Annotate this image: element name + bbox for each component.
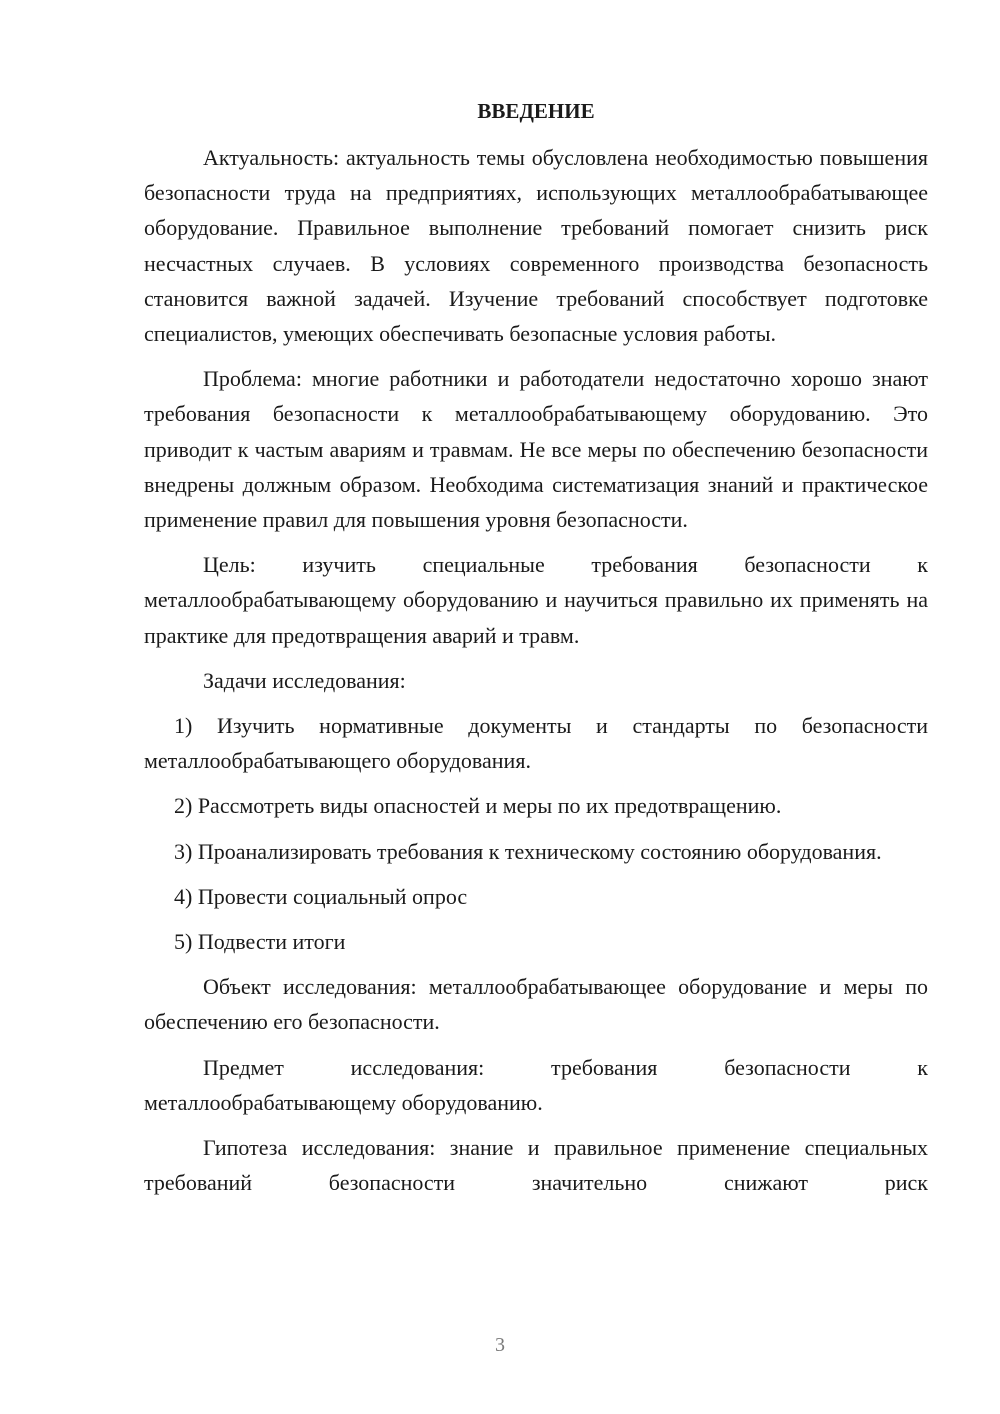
task-item-5: 5) Подвести итоги [174, 929, 346, 955]
paragraph-goal: Цель: изучить специальные требования безопасности к металлообрабатывающему оборудованию и научиться правильно их применять на практике для предотвращения аварий и травм. [144, 552, 928, 648]
page-title: ВВЕДЕНИЕ [477, 99, 595, 123]
paragraph-relevance: Актуальность: актуальность темы обусловлена необходимостью повышения безопасности труда на предприятиях, использующих металлообрабатывающее оборудование. Правильное выполнение требований помогает снизить риск несчастных случаев. В условиях современного производства безопасность становится важной задачей. Изучение требований способствует подготовке специалистов, умеющих обеспечивать безопасные условия работы. [144, 145, 928, 347]
task-item-3: 3) Проанализировать требования к техническому состоянию оборудования. [174, 838, 882, 864]
tasks-heading: Задачи исследования: [203, 667, 406, 693]
paragraph-object: Объект исследования: металлообрабатывающее оборудование и меры по обеспечению его безопасности. [144, 974, 928, 1035]
task-item-2: 2) Рассмотреть виды опасностей и меры по их предотвращению. [174, 793, 782, 819]
paragraph-problem: Проблема: многие работники и работодатели недостаточно хорошо знают требования безопасности к металлообрабатывающему оборудованию. Это приводит к частым авариям и травмам. Не все меры по обеспечению безопасности внедрены должным образом. Необходима систематизация знаний и практическое применение правил для повышения уровня безопасности. [144, 366, 928, 533]
task-item-1: 1) Изучить нормативные документы и стандарты по безопасности металлообрабатывающего оборудования. [144, 713, 928, 774]
paragraph-hypothesis: Гипотеза исследования: знание и правильное применение специальных требований безопасности значительно снижают риск [144, 1135, 928, 1196]
page-content [144, 96, 928, 1200]
page-number: 3 [495, 1334, 505, 1356]
task-item-4: 4) Провести социальный опрос [174, 883, 468, 909]
paragraph-subject: Предмет исследования: требования безопасности к металлообрабатывающему оборудованию. [144, 1054, 928, 1115]
